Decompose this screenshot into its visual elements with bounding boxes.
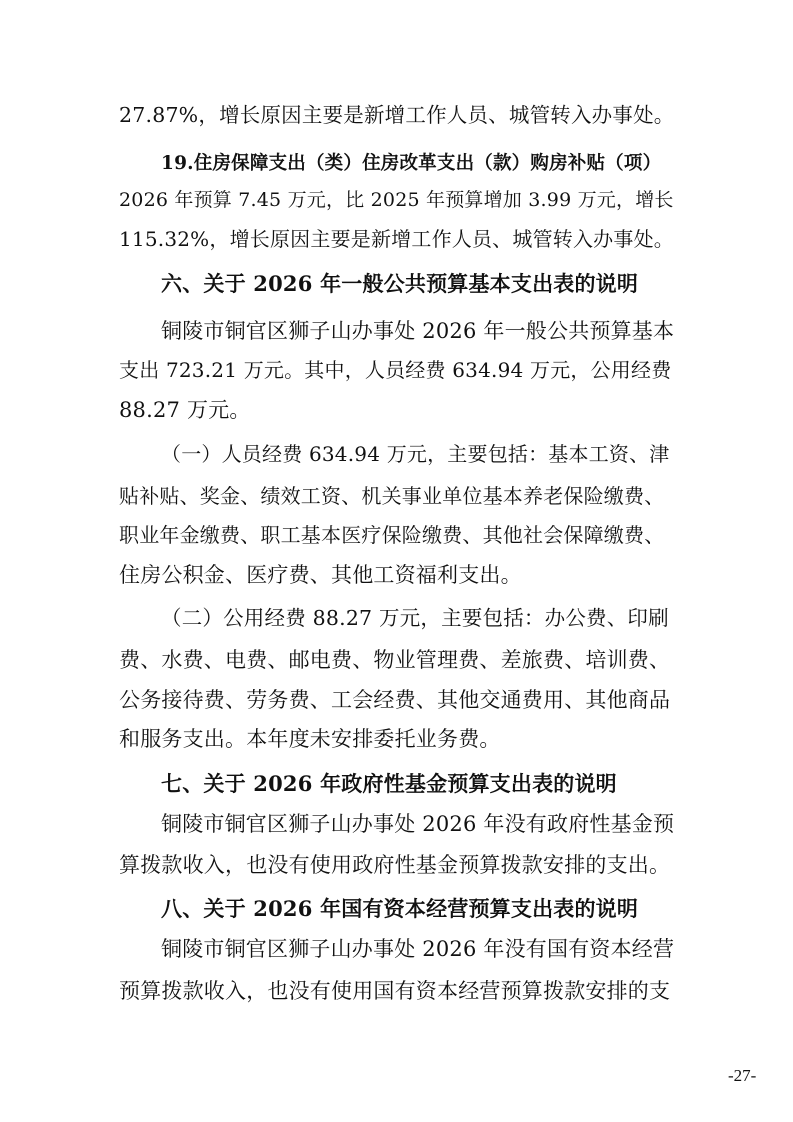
body-text-line: 贴补贴、奖金、绩效工资、机关事业单位基本养老保险缴费、 — [119, 484, 665, 508]
body-text-line: 2026 年预算 7.45 万元，比 2025 年预算增加 3.99 万元，增长 — [119, 189, 674, 211]
body-text-line: 预算拨款收入，也没有使用国有资本经营预算拨款安排的支 — [119, 979, 671, 1003]
body-text-line: 职业年金缴费、职工基本医疗保险缴费、其他社会保障缴费、 — [119, 523, 665, 547]
section-heading-7: 七、关于 2026 年政府性基金预算支出表的说明 — [161, 771, 617, 796]
body-text-line: 公务接待费、劳务费、工会经费、其他交通费用、其他商品 — [119, 688, 671, 712]
body-text-line: 27.87%，增长原因主要是新增工作人员、城管转入办事处。 — [119, 103, 675, 127]
section-heading-8: 八、关于 2026 年国有资本经营预算支出表的说明 — [161, 896, 639, 921]
body-text-line: 铜陵市铜官区狮子山办事处 2026 年没有国有资本经营 — [161, 937, 675, 961]
body-text-line: 住房公积金、医疗费、其他工资福利支出。 — [119, 563, 522, 587]
body-text-line: 铜陵市铜官区狮子山办事处 2026 年一般公共预算基本 — [161, 319, 675, 343]
body-text-line: 铜陵市铜官区狮子山办事处 2026 年没有政府性基金预 — [161, 812, 675, 836]
item-heading-19: 19.住房保障支出（类）住房改革支出（款）购房补贴（项） — [161, 153, 662, 174]
body-text-line: 115.32%，增长原因主要是新增工作人员、城管转入办事处。 — [119, 227, 674, 251]
body-text-line: （一）人员经费 634.94 万元，主要包括：基本工资、津 — [161, 442, 670, 466]
body-text-line: 支出 723.21 万元。其中，人员经费 634.94 万元，公用经费 — [119, 358, 672, 382]
body-text-line: （二）公用经费 88.27 万元，主要包括：办公费、印刷 — [161, 606, 669, 630]
page-number: -27- — [728, 1066, 757, 1085]
body-text-line: 费、水费、电费、邮电费、物业管理费、差旅费、培训费、 — [119, 648, 671, 672]
body-text-line: 88.27 万元。 — [119, 398, 251, 422]
body-text-line: 算拨款收入，也没有使用政府性基金预算拨款安排的支出。 — [119, 853, 671, 877]
section-heading-6: 六、关于 2026 年一般公共预算基本支出表的说明 — [161, 271, 639, 296]
body-text-line: 和服务支出。本年度未安排委托业务费。 — [119, 727, 501, 751]
